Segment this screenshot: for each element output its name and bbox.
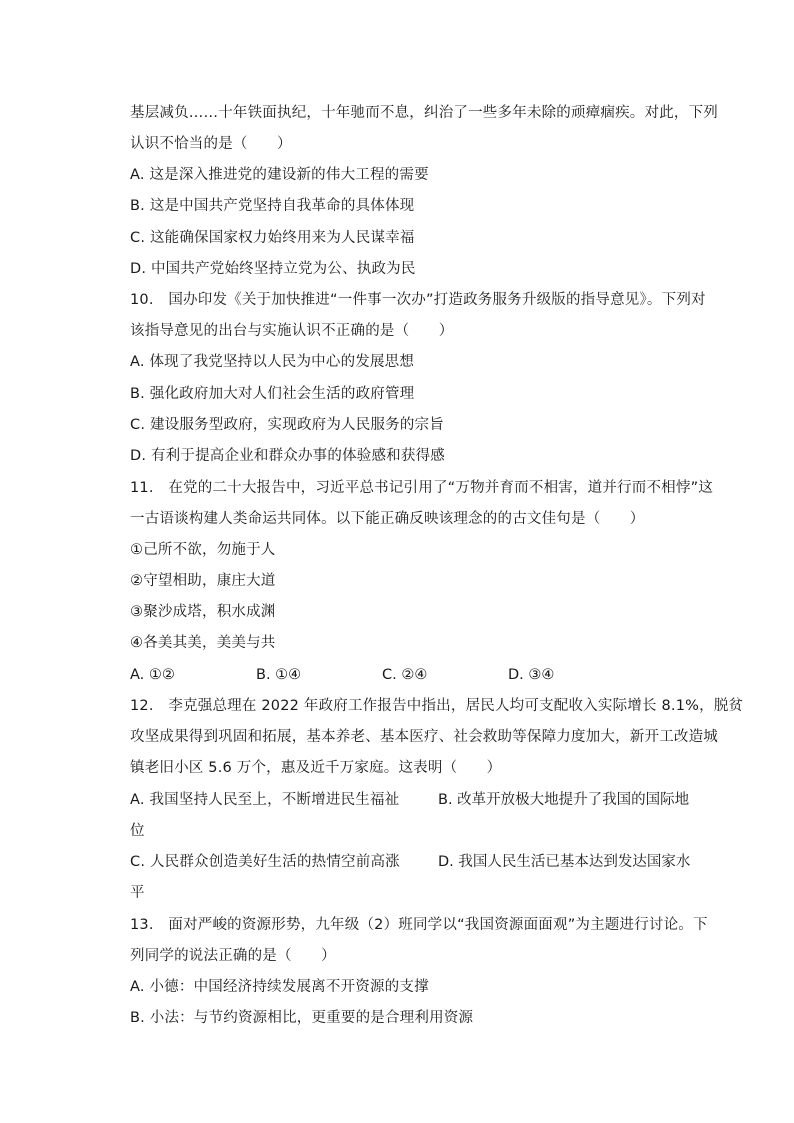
q13-stem-line2: 列同学的说法正确的是（ ） <box>130 948 336 964</box>
q11-item-1: ①己所不欲，勿施于人 <box>130 542 276 558</box>
q11-choice-a: A. ①② <box>130 667 175 683</box>
q9-option-b: B. 这是中国共产党坚持自我革命的具体体现 <box>130 198 415 214</box>
q11-item-3: ③聚沙成塔，积水成渊 <box>130 604 276 620</box>
q9-option-a: A. 这是深入推进党的建设新的伟大工程的需要 <box>130 167 429 183</box>
q11-choice-d: D. ③④ <box>508 667 555 683</box>
q11-choice-c: C. ②④ <box>382 667 428 683</box>
q10-stem-line2: 该指导意见的出台与实施认识不正确的是（ ） <box>130 323 454 339</box>
q12-option-d-line1: D. 我国人民生活已基本达到发达国家水 <box>438 854 691 870</box>
q9-stem-line2: 认识不恰当的是（ ） <box>130 136 292 152</box>
q12-stem-line3: 镇老旧小区 5.6 万个，惠及近千万家庭。这表明（ ） <box>130 760 502 776</box>
q11-item-4: ④各美其美，美美与共 <box>130 635 276 651</box>
q12-option-a: A. 我国坚持人民至上，不断增进民生福祉 <box>130 792 400 808</box>
q10-option-b: B. 强化政府加大对人们社会生活的政府管理 <box>130 386 415 402</box>
q9-stem-line1: 基层减负……十年铁面执纪，十年驰而不息，纠治了一些多年未除的顽瘴痼疾。对此，下列 <box>130 105 718 121</box>
q12-option-b-line1: B. 改革开放极大地提升了我国的国际地 <box>438 792 690 808</box>
q10-option-c: C. 建设服务型政府，实现政府为人民服务的宗旨 <box>130 417 444 433</box>
q12-option-c: C. 人民群众创造美好生活的热情空前高涨 <box>130 854 400 870</box>
q13-option-b: B. 小法：与节约资源相比，更重要的是合理利用资源 <box>130 1010 474 1026</box>
q11-item-2: ②守望相助，康庄大道 <box>130 573 276 589</box>
q11-choice-b: B. ①④ <box>256 667 302 683</box>
q10-option-d: D. 有利于提高企业和群众办事的体验感和获得感 <box>130 448 445 464</box>
q12-stem-line1: 12. 李克强总理在 2022 年政府工作报告中指出，居民人均可支配收入实际增长 8.1%，脱贫 <box>130 698 744 714</box>
q11-stem-line2: 一古语谈构建人类命运共同体。以下能正确反映该理念的的古文佳句是（ ） <box>130 511 645 527</box>
q12-option-d-line2: 平 <box>130 885 145 901</box>
q13-option-a: A. 小德：中国经济持续发展离不开资源的支撑 <box>130 979 429 995</box>
q10-stem-line1: 10. 国办印发《关于加快推进“一件事一次办”打造政务服务升级版的指导意见》。下列对 <box>130 292 706 308</box>
q10-option-a: A. 体现了我党坚持以人民为中心的发展思想 <box>130 354 415 370</box>
q11-stem-line1: 11. 在党的二十大报告中，习近平总书记引用了“万物并育而不相害，道并行而不相悖”这 <box>130 480 713 496</box>
q13-stem-line1: 13. 面对严峻的资源形势，九年级（2）班同学以“我国资源面面观”为主题进行讨论。下 <box>130 917 708 933</box>
q9-option-c: C. 这能确保国家权力始终用来为人民谋幸福 <box>130 230 415 246</box>
q12-option-b-line2: 位 <box>130 823 145 839</box>
q12-stem-line2: 攻坚成果得到巩固和拓展，基本养老、基本医疗、社会救助等保障力度加大，新开工改造城 <box>130 729 718 745</box>
q9-option-d: D. 中国共产党始终坚持立党为公、执政为民 <box>130 261 416 277</box>
